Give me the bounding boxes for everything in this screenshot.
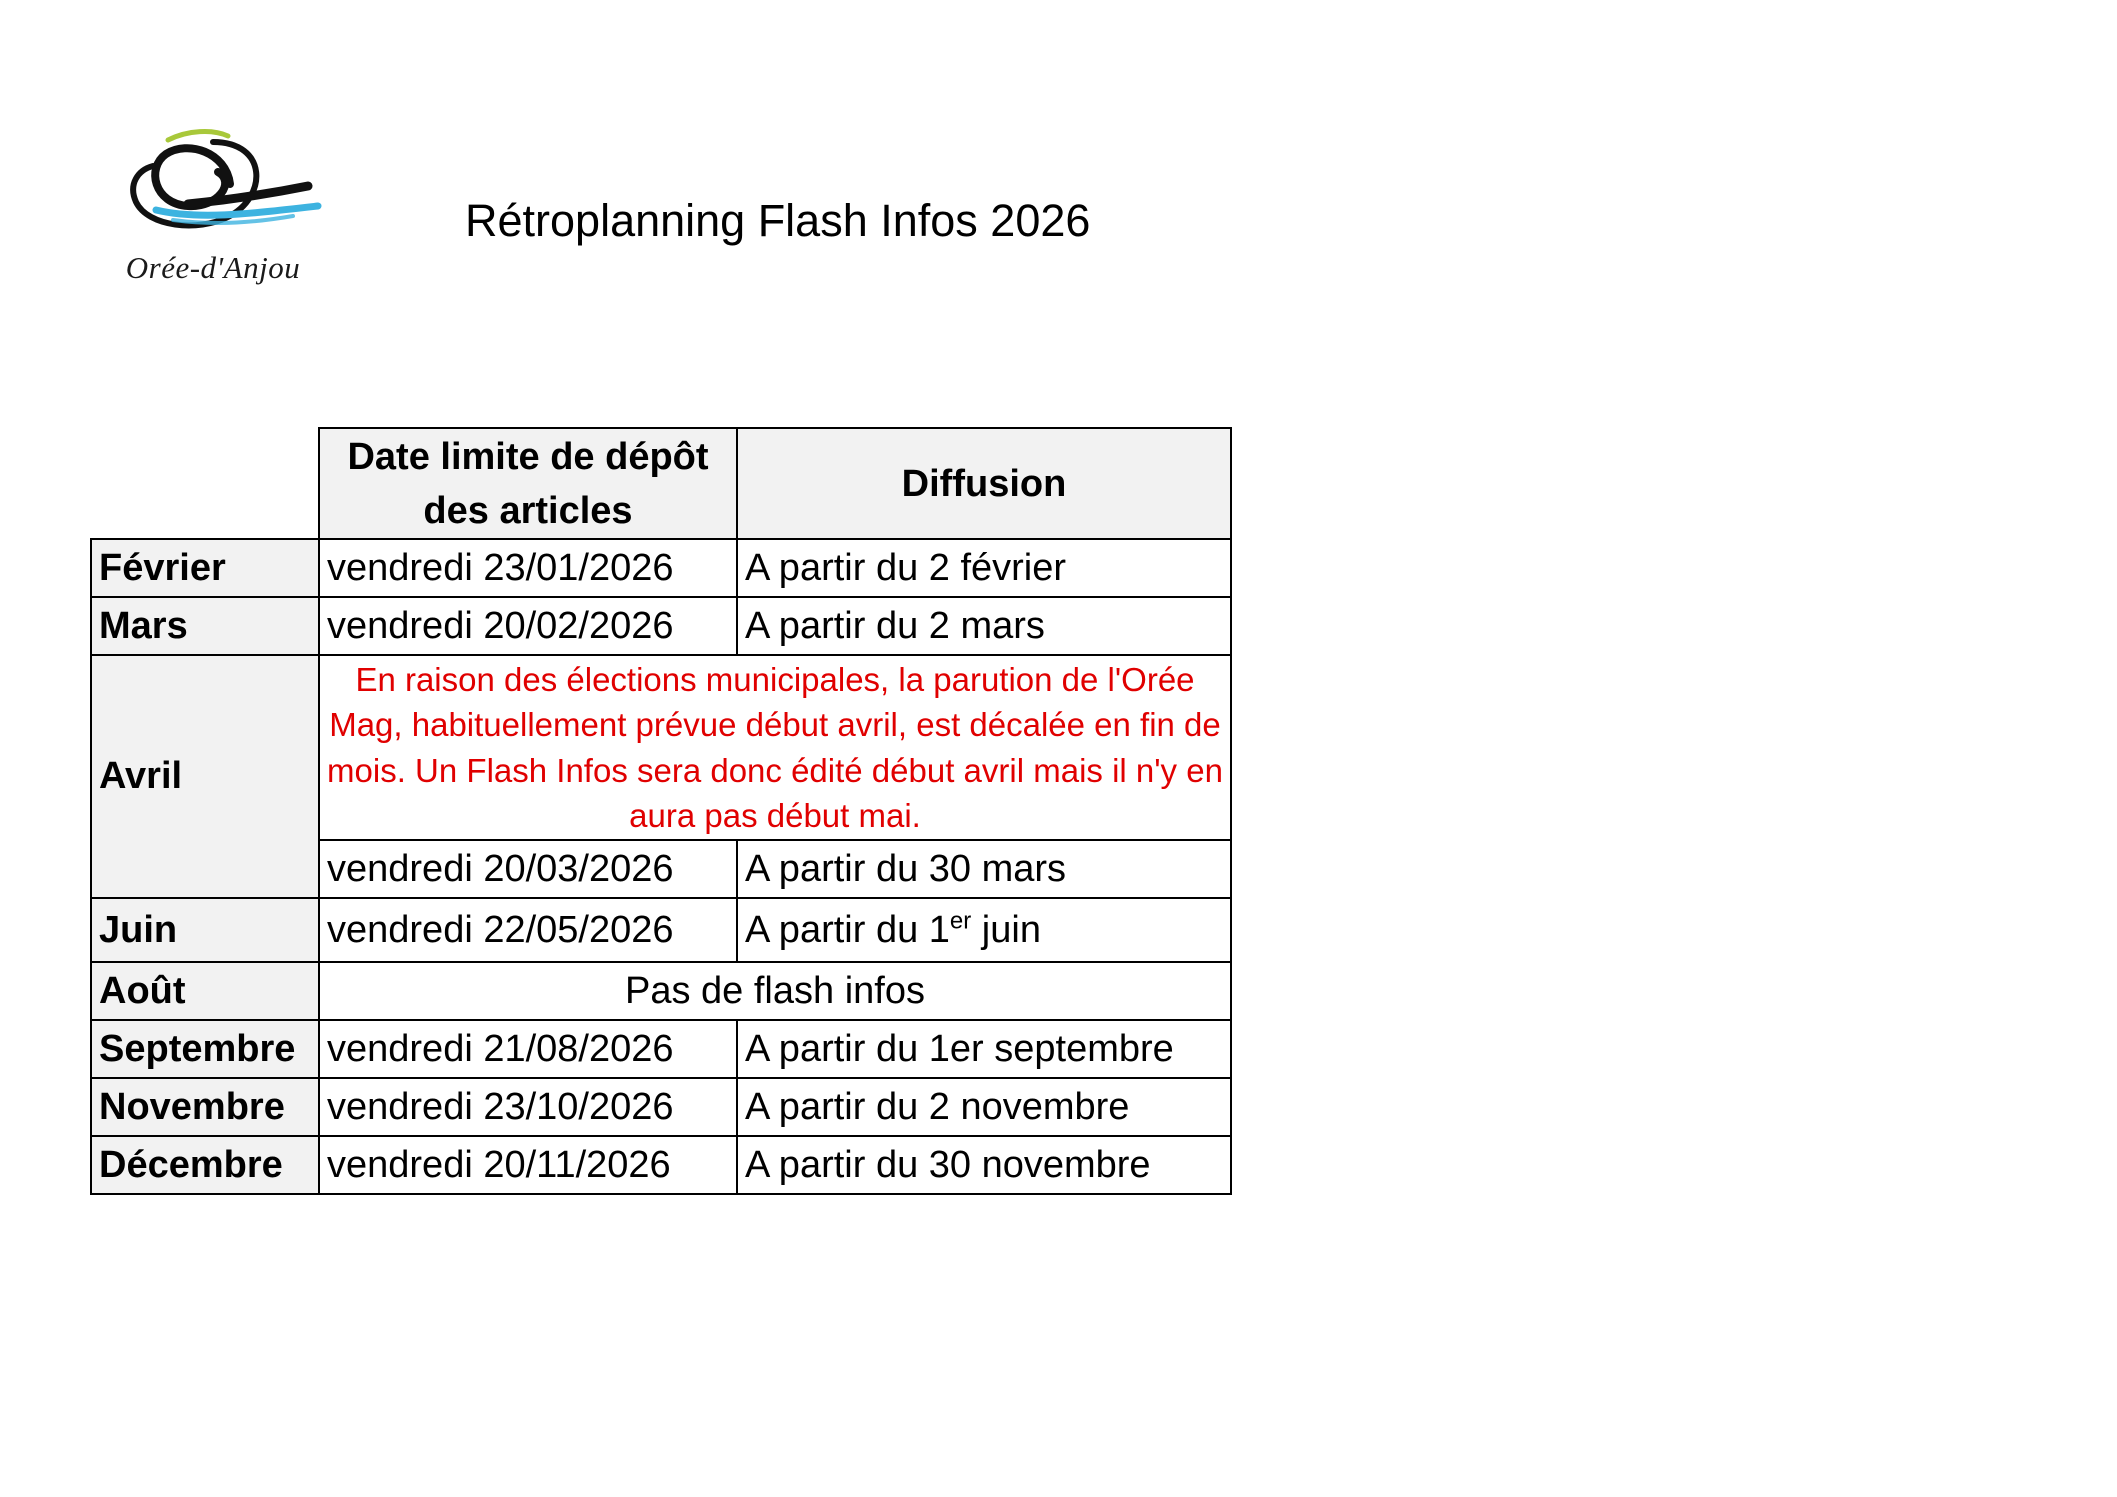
table-row [91, 962, 1231, 1020]
month-cell: Février [91, 539, 319, 597]
ordinal-suffix: er [949, 906, 972, 934]
diffusion-cell: A partir du 2 novembre [737, 1078, 1231, 1136]
table-row [91, 539, 1231, 597]
table-row [91, 898, 1231, 962]
month-cell: Juin [91, 898, 319, 962]
diffusion-prefix: A partir du 1 [745, 908, 950, 951]
diffusion-suffix: juin [971, 908, 1041, 951]
no-edition-cell: Pas de flash infos [319, 962, 1231, 1020]
diffusion-cell [737, 898, 1231, 962]
logo [118, 122, 328, 307]
deadline-cell: vendredi 20/03/2026 [319, 840, 737, 898]
table-row [91, 1136, 1231, 1194]
month-cell: Septembre [91, 1020, 319, 1078]
table-row [91, 597, 1231, 655]
logo-wordmark: Orée-d'Anjou [125, 250, 301, 285]
month-cell: Mars [91, 597, 319, 655]
deadline-cell: vendredi 20/11/2026 [319, 1136, 737, 1194]
month-cell: Décembre [91, 1136, 319, 1194]
diffusion-cell: A partir du 30 novembre [737, 1136, 1231, 1194]
page-title: Rétroplanning Flash Infos 2026 [465, 195, 1091, 246]
diffusion-cell: A partir du 1er septembre [737, 1020, 1231, 1078]
month-cell: Avril [91, 655, 319, 898]
diffusion-column-header: Diffusion [737, 428, 1231, 539]
diffusion-cell: A partir du 2 février [737, 539, 1231, 597]
deadline-column-header: Date limite de dépôt des articles [319, 428, 737, 539]
elections-notice: En raison des élections municipales, la parution de l'Orée Mag, habituellement prévue début avril, est décalée en fin de mois. Un Flash Infos sera donc édité début avril mais il n'y en aura pas début mai. [319, 655, 1231, 840]
month-cell: Novembre [91, 1078, 319, 1136]
deadline-cell: vendredi 23/10/2026 [319, 1078, 737, 1136]
deadline-cell: vendredi 22/05/2026 [319, 898, 737, 962]
diffusion-cell: A partir du 2 mars [737, 597, 1231, 655]
deadline-cell: vendredi 21/08/2026 [319, 1020, 737, 1078]
deadline-cell: vendredi 20/02/2026 [319, 597, 737, 655]
deadline-cell: vendredi 23/01/2026 [319, 539, 737, 597]
table-row [91, 655, 1231, 840]
table-row [91, 1078, 1231, 1136]
table-header-row [91, 428, 1231, 539]
empty-corner-cell [91, 428, 319, 539]
month-cell: Août [91, 962, 319, 1020]
diffusion-cell: A partir du 30 mars [737, 840, 1231, 898]
planning-table [90, 427, 1232, 1195]
table-row [91, 1020, 1231, 1078]
